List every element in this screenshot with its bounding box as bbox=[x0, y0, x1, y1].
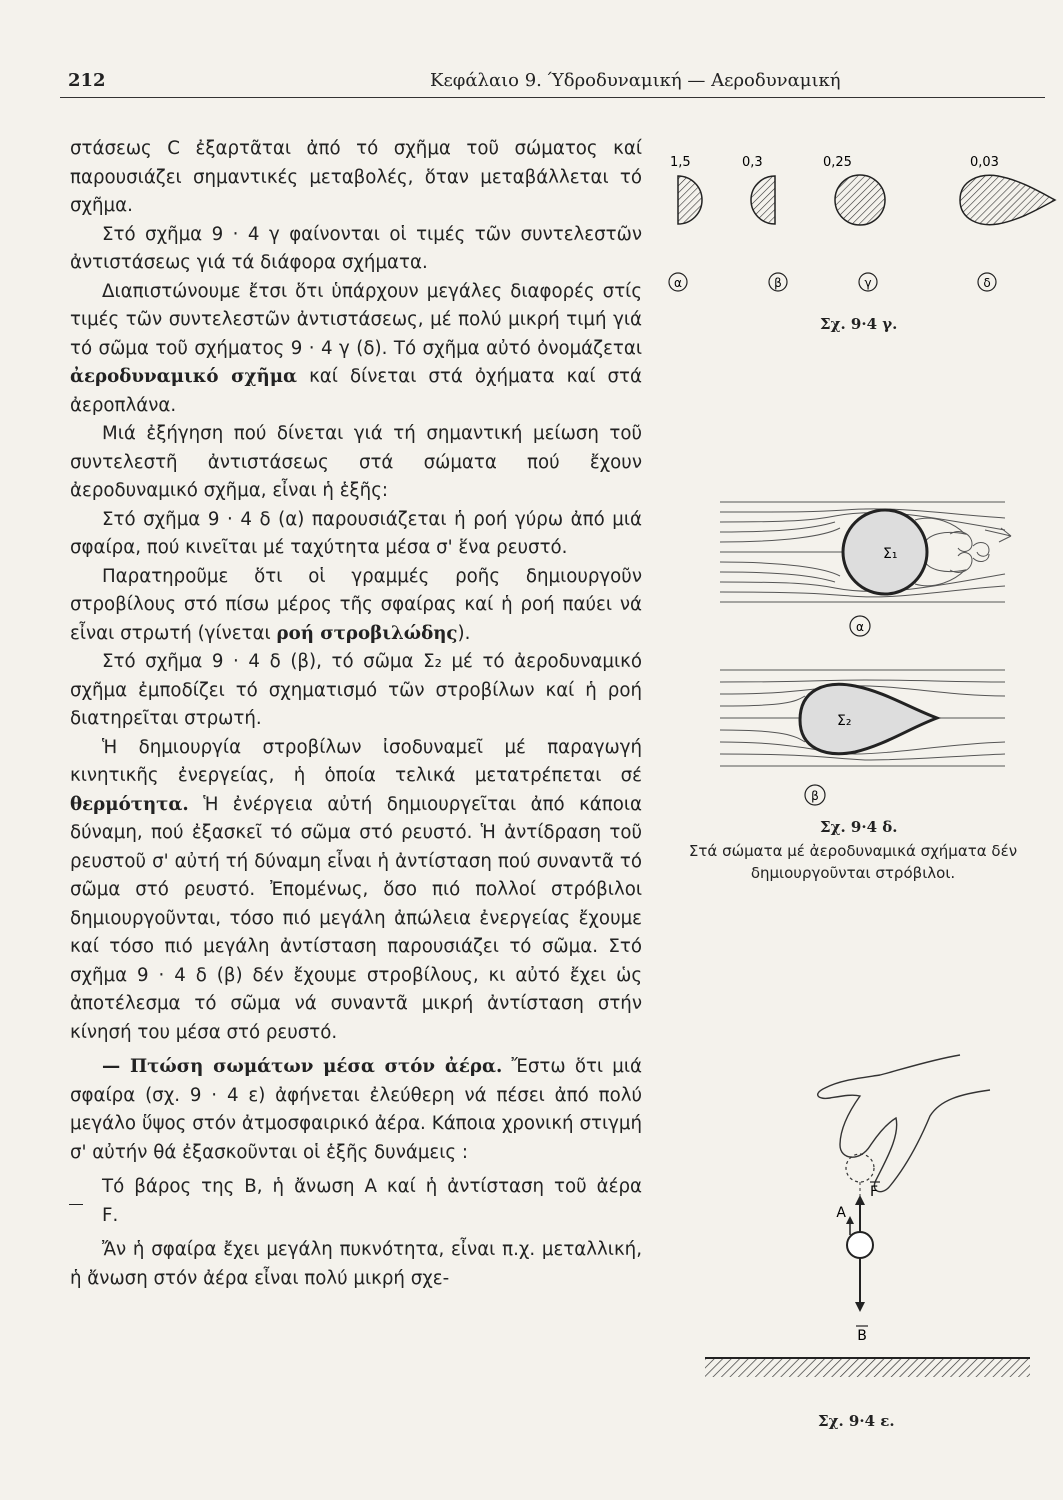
subcaption-9-4-delta bbox=[663, 840, 1043, 884]
paragraph-6-end: ). bbox=[457, 622, 471, 644]
paragraph-11: Ἄν ἡ σφαίρα ἔχει μεγάλη πυκνότητα, εἶναι π.χ. μεταλλική, ἡ ἄνωση στόν ἀέρα εἶναι πολύ μικρή σχε- bbox=[70, 1239, 642, 1289]
panel-b-label: β bbox=[811, 789, 819, 803]
term-aerodynamic-shape: ἀεροδυναμικό σχῆμα bbox=[70, 366, 298, 387]
falling-sphere bbox=[847, 1232, 873, 1258]
shape-hemisphere-round-front bbox=[751, 176, 775, 224]
subcaption-line-2: δημιουργοῦνται στρόβιλοι. bbox=[750, 864, 956, 882]
paragraph-6-text: Παρατηροῦμε ὅτι οἱ γραμμές ροῆς δημιουργοῦν στροβίλους στό πίσω μέρος τῆς σφαίρας καί ἡ ροή παύει νά εἶναι στρωτή (γίνεται bbox=[70, 565, 642, 644]
paragraph-10-end: . bbox=[112, 1204, 119, 1226]
falling-sphere-diagram bbox=[700, 1050, 1050, 1390]
force-f-vector: F bbox=[70, 1202, 112, 1231]
shape-sphere bbox=[835, 175, 885, 225]
figure-9-4-epsilon bbox=[700, 1050, 1050, 1430]
paragraph-1: στάσεως C ἐξαρτᾶται ἀπό τό σχῆμα τοῦ σώματος καί παρουσιάζει σημαντικές μεταβολές, ὅταν μεταβάλλεται τό σχῆμα. bbox=[70, 138, 642, 216]
caption-9-4-epsilon: Σχ. 9·4 ε. bbox=[818, 1412, 895, 1430]
coefficient-d: 0,03 bbox=[970, 155, 999, 170]
hand-illustration bbox=[818, 1055, 990, 1192]
shape-hemisphere-flat-front bbox=[678, 176, 702, 224]
shape-streamlined bbox=[960, 175, 1055, 224]
label-force-a: A bbox=[836, 1205, 846, 1221]
header-rule bbox=[60, 97, 1045, 98]
term-turbulent-flow: ροή στροβιλώδης bbox=[276, 622, 458, 644]
main-text-column bbox=[70, 135, 642, 1293]
running-title: Κεφάλαιο 9. Ύδροδυναμική — Αεροδυναμική bbox=[430, 70, 841, 91]
paragraph-3-end: καί δίνεται στά ὀχήματα καί στά ἀεροπλάνα. bbox=[70, 366, 642, 416]
label-sigma1: Σ₁ bbox=[883, 546, 898, 562]
caption-9-4-delta: Σχ. 9·4 δ. bbox=[820, 818, 898, 836]
term-heat: θερμότητα. bbox=[70, 793, 189, 815]
paragraph-4: Μιά ἐξήγηση πού δίνεται γιά τή σημαντική μείωση τοῦ συντελεστῆ ἀντιστάσεως στά σώματα πού ἔχουν ἀεροδυναμικό σχῆμα, εἶναι ἡ ἑξῆς: bbox=[70, 423, 642, 501]
label-sigma2: Σ₂ bbox=[837, 713, 852, 729]
caption-9-4-gamma: Σχ. 9·4 γ. bbox=[820, 315, 898, 333]
flow-lines-diagram bbox=[715, 490, 1015, 810]
paragraph-6 bbox=[70, 563, 642, 649]
paragraph-5: Στό σχῆμα 9 · 4 δ (α) παρουσιάζεται ἡ ροή γύρω ἀπό μιά σφαίρα, πού κινεῖται μέ ταχύτητα μέσα σ' ἕνα ρευστό. bbox=[70, 508, 642, 558]
paragraph-9-text: Ἔστω ὅτι μιά σφαίρα (σχ. 9 · 4 ε) ἀφήνεται ἐλεύθερη νά πέσει ἀπό πολύ μεγάλο ὕψος στόν ἀτμοσφαιρικό ἀέρα. Κάποια χρονική στιγμή σ' αὐτήν θά ἐξασκοῦνται οἱ ἑξῆς δυνάμεις : bbox=[70, 1056, 642, 1163]
figure-9-4-delta bbox=[688, 490, 1055, 890]
paragraph-8-text: Ἡ δημιουργία στροβίλων ἰσοδυναμεῖ μέ παραγωγή κινητικῆς ἐνεργείας, ἡ ὁποία τελικά μετατρέπεται σέ bbox=[70, 736, 642, 786]
section-heading-falling-bodies: — Πτώση σωμάτων μέσα στόν ἀέρα. bbox=[102, 1056, 503, 1077]
page-number: 212 bbox=[68, 70, 106, 91]
label-b: β bbox=[774, 276, 782, 290]
paragraph-9 bbox=[70, 1053, 642, 1167]
label-force-b: B bbox=[857, 1328, 867, 1344]
coefficient-c: 0,25 bbox=[823, 155, 852, 170]
paragraph-7: Στό σχῆμα 9 · 4 δ (β), τό σῶμα Σ₂ μέ τό ἀεροδυναμικό σχῆμα ἐμποδίζει τό σχηματισμό τῶν στροβίλων καί ἡ ροή διατηρεῖται στρωτή. bbox=[70, 651, 642, 729]
page-header bbox=[60, 68, 1020, 108]
paragraph-8 bbox=[70, 734, 642, 1048]
paragraph-10 bbox=[70, 1173, 642, 1230]
sphere-initial-position bbox=[846, 1154, 874, 1182]
streamlined-body-sigma2 bbox=[800, 684, 937, 753]
drag-shapes-diagram bbox=[660, 140, 1060, 310]
paragraph-3 bbox=[70, 278, 642, 421]
paragraph-10-text: Τό βάρος της B, ἡ ἄνωση A καί ἡ ἀντίσταση τοῦ ἀέρα bbox=[102, 1176, 642, 1197]
paragraph-2: Στό σχῆμα 9 · 4 γ φαίνονται οἱ τιμές τῶν συντελεστῶν ἀντιστάσεως γιά τά διάφορα σχήματα. bbox=[70, 223, 642, 273]
coefficient-a: 1,5 bbox=[670, 155, 691, 170]
label-a: α bbox=[674, 276, 682, 290]
label-force-f: F bbox=[870, 1184, 879, 1200]
panel-a-label: α bbox=[856, 620, 864, 634]
label-d: δ bbox=[983, 276, 991, 290]
paragraph-3-text: Διαπιστώνουμε ἔτσι ὅτι ὑπάρχουν μεγάλες διαφορές στίς τιμές τῶν συντελεστῶν ἀντιστάσεως, μέ πολύ μικρή τιμή γιά τό σῶμα τοῦ σχήματος 9 · 4 γ (δ). Τό σχῆμα αὐτό ὀνομάζεται bbox=[70, 280, 642, 359]
paragraph-8-end: Ἡ ἐνέργεια αὐτή δημιουργεῖται ἀπό κάποια δύναμη, πού ἐξασκεῖ τό σῶμα στό ρευστό. Ἡ ἀντίδραση τοῦ ρευστοῦ σ' αὐτή τή δύναμη εἶναι ἡ ἀντίσταση πού συναντᾶ τό σῶμα στό ρευστό. Ἐπομένως, ὅσο πιό πολλοί στρόβιλοι δημιουργοῦνται, τόσο πιό μεγάλη ἀπώλεια ἐνεργείας ἔχουμε καί τόσο πιό μεγάλη ἀντίσταση παρουσιάζει τό σῶμα. Στό σχῆμα 9 · 4 δ (β) δέν ἔχουμε στροβίλους, κι αὐτό ἔχει ὡς ἀποτέλεσμα τό σῶμα νά συναντᾶ μικρή ἀντίσταση στήν κίνησή του μέσα στό ρευστό. bbox=[70, 793, 642, 1043]
coefficient-b: 0,3 bbox=[742, 155, 763, 170]
ground-hatching bbox=[705, 1359, 1030, 1377]
subcaption-line-1: Στά σώματα μέ ἀεροδυναμικά σχήματα δέν bbox=[688, 842, 1018, 860]
figure-9-4-gamma bbox=[660, 140, 1060, 350]
label-c: γ bbox=[864, 276, 872, 290]
